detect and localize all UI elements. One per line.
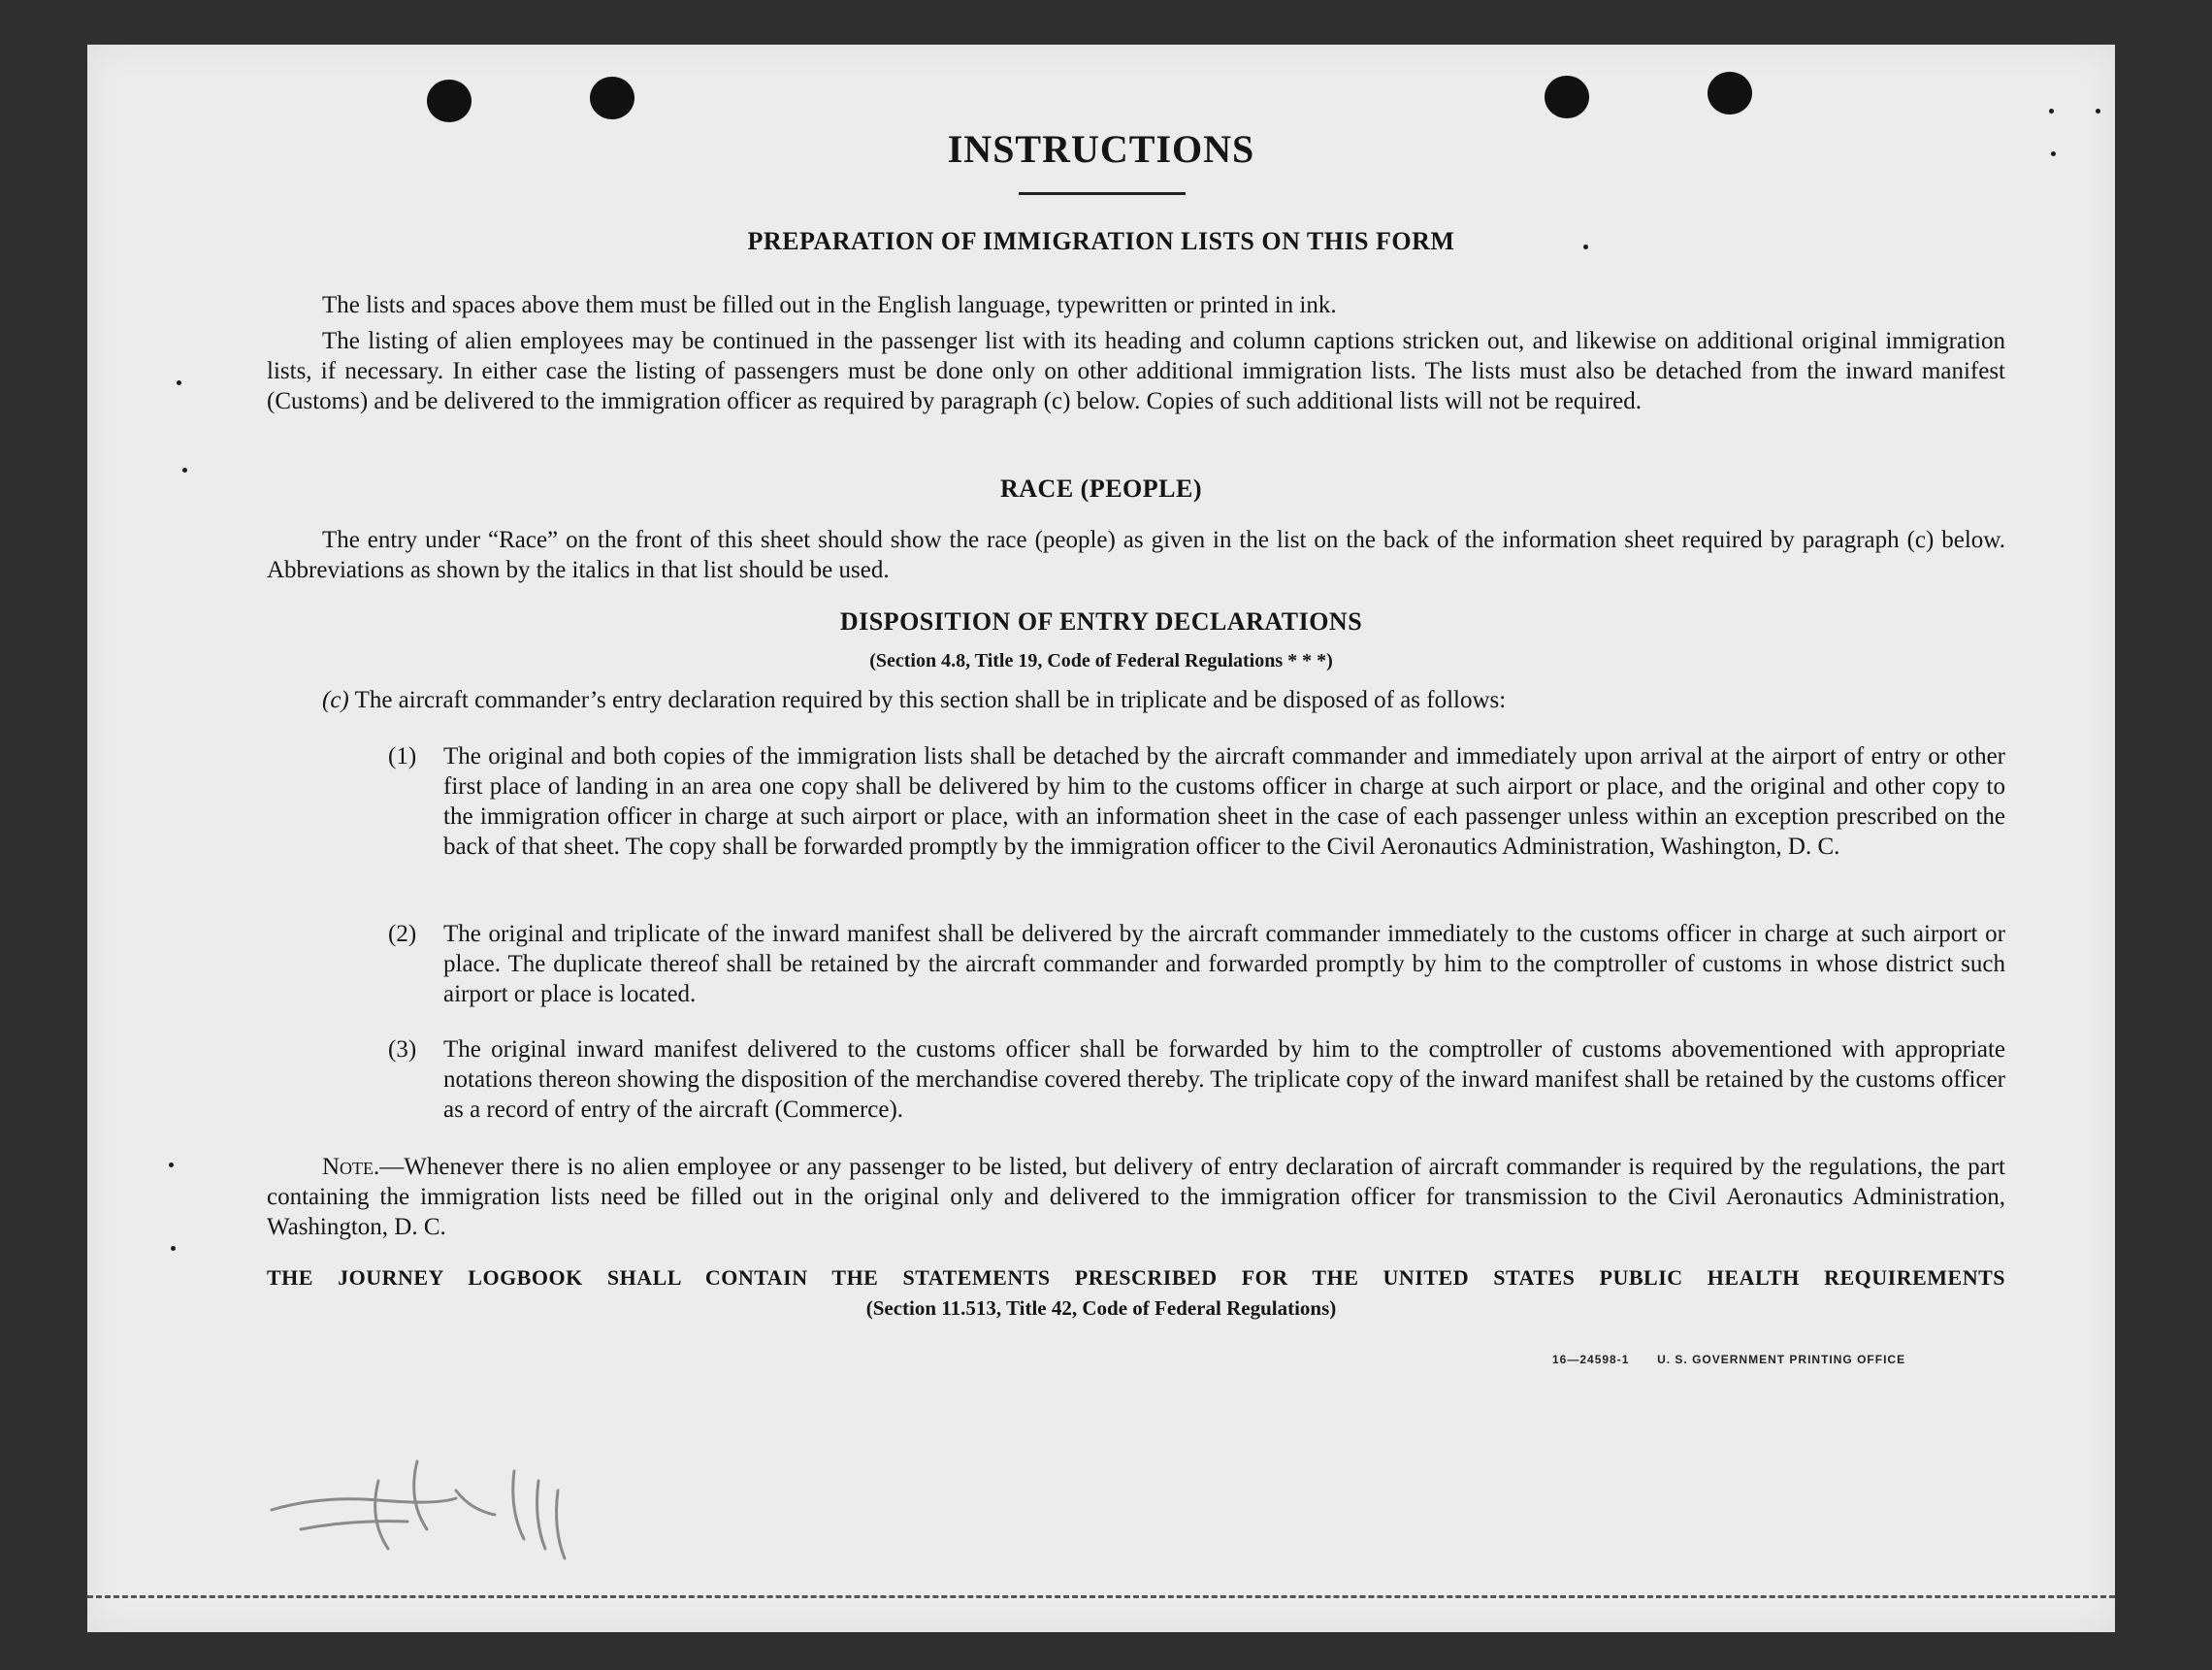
section-heading-preparation: PREPARATION OF IMMIGRATION LISTS ON THIS FORM [747, 227, 1455, 255]
list-item [388, 741, 2005, 862]
list-item [388, 919, 2005, 1009]
note-label: Note. [322, 1154, 380, 1180]
section-heading-disposition: DISPOSITION OF ENTRY DECLARATIONS [839, 607, 1363, 636]
paper-speck [182, 468, 187, 473]
paper-speck [177, 380, 181, 385]
paragraph-c-label: (c) [322, 687, 349, 713]
form-number: 16—24598-1 [1552, 1353, 1630, 1366]
paragraph-c-intro [267, 685, 2005, 715]
paper-speck [2049, 109, 2054, 114]
punch-hole [1545, 76, 1589, 118]
paper-speck [169, 1162, 174, 1167]
list-item-number: (3) [388, 1036, 417, 1063]
health-requirements-statement: THE JOURNEY LOGBOOK SHALL CONTAIN THE STATEMENTS PRESCRIBED FOR THE UNITED STATES PUBLIC HEALTH REQUIREMENTS [267, 1265, 2005, 1290]
list-item-text: The original inward manifest delivered to the customs officer shall be forwarded by him to the comptroller of customs abovementioned with appropriate notations thereon showing the disposition of the merchandise covered thereby. The triplicate copy of the inward manifest shall be retained by the customs officer as a record of entry of the aircraft (Commerce). [443, 1036, 2005, 1123]
paragraph-c-text: The aircraft commander’s entry declaration required by this section shall be in triplicate and be disposed of as follows: [354, 687, 1507, 713]
document-title: INSTRUCTIONS [947, 127, 1255, 171]
paragraph-alien-employees: The listing of alien employees may be continued in the passenger list with its heading and column captions stricken out, and likewise on additional original immigration lists, if necessary. In either case the listing of passengers must be done only on other additional immigration lists. The lists must also be detached from the inward manifest (Customs) and be delivered to the immigration officer as required by paragraph (c) below. Copies of such additional lists will not be required. [267, 328, 2005, 414]
punch-hole [1708, 72, 1752, 115]
citation-section-11-513: (Section 11.513, Title 42, Code of Federal Regulations) [865, 1296, 1337, 1320]
citation-section-4-8: (Section 4.8, Title 19, Code of Federal Regulations * * *) [869, 650, 1333, 671]
printing-office-footer [1552, 1353, 1905, 1366]
paper-speck [2096, 109, 2100, 114]
list-item-number: (2) [388, 921, 417, 947]
title-underline [1019, 192, 1186, 195]
perforation-line [87, 1595, 2115, 1598]
paper-speck [171, 1246, 176, 1251]
handwritten-signature [262, 1442, 747, 1578]
punch-hole [590, 77, 634, 119]
punch-hole [427, 80, 472, 122]
paragraph-language: The lists and spaces above them must be filled out in the English language, typewritten or printed in ink. [322, 292, 1337, 318]
section-heading-race: RACE (PEOPLE) [1000, 475, 1202, 503]
list-item-text: The original and both copies of the immigration lists shall be detached by the aircraft commander and immediately upon arrival at the airport of entry or other first place of landing in an area one copy shall be delivered by him to the customs officer in charge at such airport or place, and the original and other copy to the immigration officer in charge at such airport or place, with an information sheet in the case of each passenger unless within an exception prescribed on the back of that sheet. The copy shall be forwarded promptly by the immigration officer to the Civil Aeronautics Administration, Washington, D. C. [443, 743, 2005, 860]
list-item-number: (1) [388, 743, 417, 770]
document-sheet [87, 45, 2115, 1632]
paragraph-race: The entry under “Race” on the front of this sheet should show the race (people) as given in the list on the back of the information sheet required by paragraph (c) below. Abbreviations as shown by the italics in that list should be used. [267, 527, 2005, 583]
printer-name: U. S. GOVERNMENT PRINTING OFFICE [1657, 1353, 1906, 1366]
list-item [388, 1034, 2005, 1125]
note-text: —Whenever there is no alien employee or any passenger to be listed, but delivery of entry declaration of aircraft commander is required by the regulations, the part containing the immigration lists need be filled out in the original only and delivered to the immigration officer for transmission to the Civil Aeronautics Administration, Washington, D. C. [267, 1154, 2005, 1240]
list-item-text: The original and triplicate of the inward manifest shall be delivered by the aircraft commander immediately to the customs officer in charge at such airport or place. The duplicate thereof shall be retained by the aircraft commander and forwarded promptly by him to the comptroller of customs in whose district such airport or place is located. [443, 921, 2005, 1007]
note-paragraph [267, 1152, 2005, 1242]
